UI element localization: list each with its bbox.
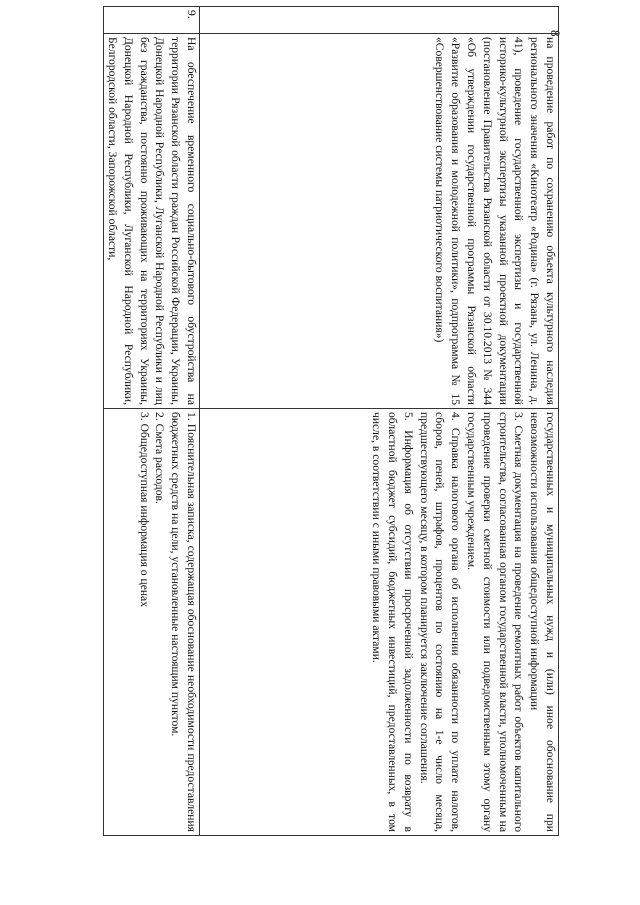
documents-item: 3. Сметная документация на проведение ремонтных работ объектов капитального строительства, согласованная органом государственной власти, уполномоченным на проведение проверки сметной стоимости или подведомственным этому органу государственным учреждением. — [465, 412, 526, 832]
documents-item: 5. Информация об отсутствии просроченной задолженности по возврату в областной бюджет субсидий, бюджетных инвестиций, предоставленных, в том числе, в соответствии с иными правовыми актами. — [370, 412, 415, 832]
purpose-cell — [104, 34, 200, 409]
purpose-text: На обеспечение временного социально-бытового обустройства на территории Рязанской области граждан Российской Федерации, Украины, Донецкой Народной Республики, Луганской Народной Республики и лиц без гражданства, постоянно проживающих на территориях Украины, Донецкой Народной Республики, Луганской Народной Республики, Белгородской области, Запорожской области, — [106, 37, 198, 405]
documents-item: государственных и муниципальных нужд и (или) иное обоснование при невозможности использования общедоступной информации — [528, 412, 557, 832]
documents-cell — [200, 409, 559, 836]
purpose-text: на проведение работ по сохранению объекта культурного наследия регионального значения «Кинотеатр «Родина» (г. Рязань, ул. Ленина, д. 41), проведение государственной экспертизы и государственной историко-культурной экспертизы указанной проектной документации (постановление Правительства Рязанской области от 30.10.2013 № 344 «Об утверждении государственной программы Рязанской области «Развитие образования и молодежной политики», подпрограмма № 15 «Совершенствование системы патриотического воспитания») — [433, 37, 557, 405]
documents-item: 2. Смета расходов. — [153, 412, 167, 504]
rotated-table-container — [49, 6, 559, 836]
documents-item: 3. Общедоступная информация о ценах — [137, 412, 151, 607]
documents-item: 4. Справка налогового органа об исполнении обязанности по уплате налогов, сборов, пеней, штрафов, процентов по состоянию на 1-е число месяца, предшествующего месяцу, в котором планируется заключение соглашения. — [417, 412, 463, 832]
row-number: 9. — [104, 7, 200, 34]
row-number — [200, 7, 559, 34]
table-row — [200, 7, 559, 836]
table-row — [104, 7, 200, 836]
page-number: 8 — [548, 30, 563, 37]
document-table — [103, 6, 559, 836]
purpose-cell — [200, 34, 559, 409]
documents-cell — [104, 409, 200, 836]
documents-item: 1. Пояснительная записка, содержащая обоснование необходимости предоставления бюджетных средств на цели, установленные настоящим пунктом. — [169, 412, 198, 832]
